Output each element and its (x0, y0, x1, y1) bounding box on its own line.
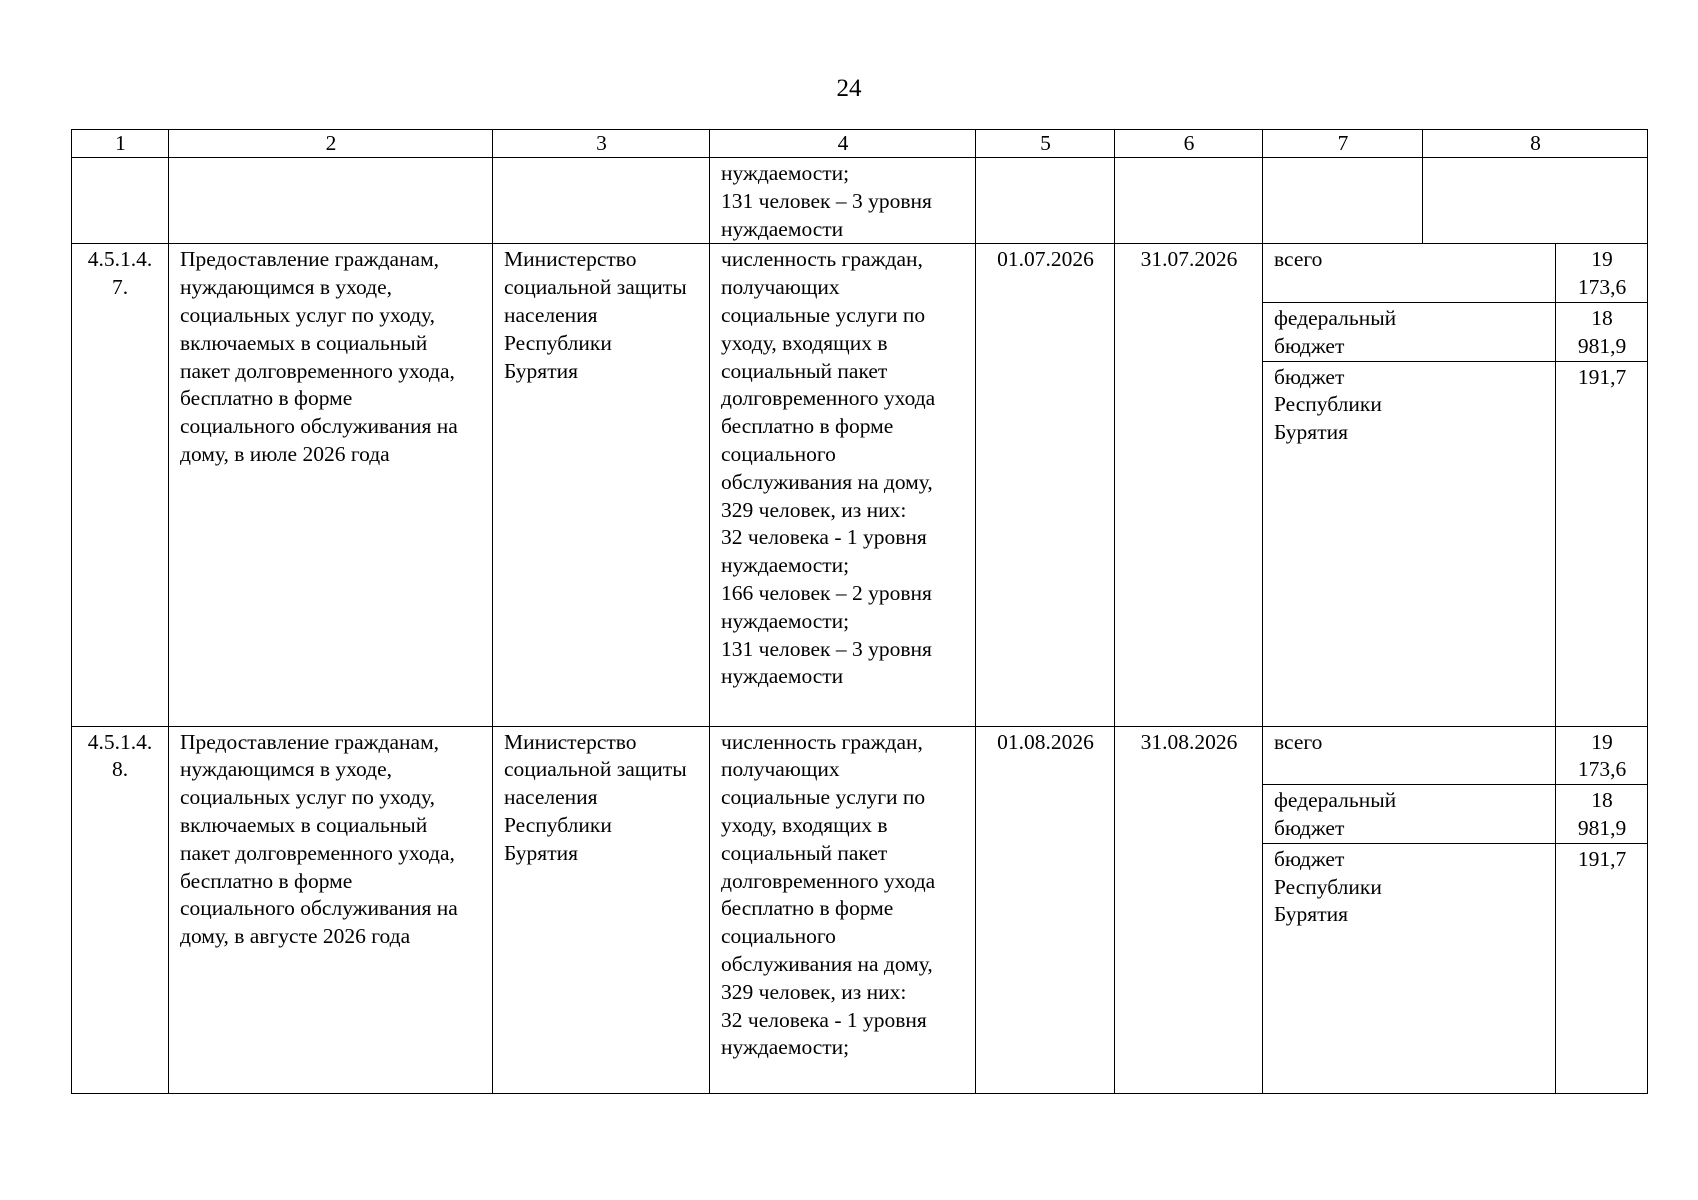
cell-executor (493, 726, 710, 1093)
indicator-line: долговременного ухода (721, 386, 936, 411)
indicator-line: долговременного ухода (721, 868, 936, 893)
name-line: нуждающимся в уходе, (180, 757, 393, 782)
continuation-row (72, 158, 1648, 244)
executor-line: Бурятия (504, 840, 578, 865)
column-number-row (72, 130, 1648, 158)
cell-funding-amount: 191,7 (1556, 361, 1648, 726)
cell-start-date: 01.08.2026 (976, 726, 1115, 1093)
executor-line: населения (504, 785, 598, 810)
funding-label-line: Республики (1274, 392, 1382, 417)
indicator-line: бесплатно в форме (721, 414, 894, 439)
name-line: Предоставление гражданам, (180, 247, 440, 272)
indicator-line: получающих (721, 757, 840, 782)
executor-line: Республики (504, 812, 612, 837)
indicator-line: численность граждан, (721, 247, 923, 272)
indicator-line: нуждаемости (721, 216, 844, 241)
indicator-line: социальный пакет (721, 358, 888, 383)
indicator-line: нуждаемости (721, 664, 844, 689)
name-line: нуждающимся в уходе, (180, 275, 393, 300)
cell-funding-amount: 18 981,9 (1556, 785, 1648, 844)
indicator-line: социальные услуги по (721, 302, 926, 327)
indicator-line: численность граждан, (721, 729, 923, 754)
row-number-line: 7. (111, 275, 129, 300)
indicator-line: 32 человека - 1 уровня (721, 1007, 927, 1032)
executor-line: социальной защиты (504, 275, 687, 300)
indicator-line: обслуживания на дому, (721, 951, 933, 976)
cell-start-date (976, 158, 1115, 244)
indicator-line: нуждаемости; (721, 553, 850, 578)
column-number: 4 (710, 130, 976, 158)
name-line: социального обслуживания на (180, 896, 458, 921)
indicator-line: социального (721, 441, 836, 466)
cell-funding-amount (1423, 158, 1648, 244)
funding-label-line: федеральный (1274, 788, 1397, 813)
indicator-line: 329 человек, из них: (721, 497, 907, 522)
indicator-line: получающих (721, 275, 840, 300)
indicator-line: уходу, входящих в (721, 812, 888, 837)
indicator-line: обслуживания на дому, (721, 469, 933, 494)
cell-name (169, 158, 493, 244)
indicator-line: социального (721, 924, 836, 949)
indicator-line: уходу, входящих в (721, 330, 888, 355)
indicator-line: нуждаемости; (721, 1035, 850, 1060)
cell-funding-amount: 191,7 (1556, 843, 1648, 1093)
plan-table (71, 129, 1648, 1094)
indicator-line: 131 человек – 3 уровня (721, 188, 932, 213)
cell-funding-amount: 18 981,9 (1556, 302, 1648, 361)
cell-number (72, 158, 169, 244)
funding-label-line: Бурятия (1274, 902, 1348, 927)
executor-line: Республики (504, 330, 612, 355)
indicator-line: 131 человек – 3 уровня (721, 636, 932, 661)
cell-executor (493, 244, 710, 726)
cell-funding-label (1263, 244, 1556, 303)
cell-funding-amount: 19 173,6 (1556, 726, 1648, 785)
funding-label-line: всего (1274, 247, 1323, 272)
row-number-line: 8. (111, 757, 129, 782)
executor-line: социальной защиты (504, 757, 687, 782)
indicator-line: 166 человек – 2 уровня (721, 580, 932, 605)
row-number-line: 4.5.1.4. (87, 729, 153, 754)
funding-label-line: бюджет (1274, 846, 1345, 871)
row-number-line: 4.5.1.4. (87, 247, 153, 272)
column-number: 1 (72, 130, 169, 158)
funding-label-line: Республики (1274, 874, 1382, 899)
name-line: дому, в июле 2026 года (180, 441, 390, 466)
name-line: Предоставление гражданам, (180, 729, 440, 754)
table-row (72, 244, 1648, 303)
cell-funding-label (1263, 158, 1423, 244)
table-row (72, 726, 1648, 785)
cell-funding-amount: 19 173,6 (1556, 244, 1648, 303)
funding-label-line: бюджет (1274, 815, 1345, 840)
executor-line: Бурятия (504, 358, 578, 383)
cell-number (72, 244, 169, 726)
cell-funding-label (1263, 726, 1556, 785)
cell-indicator (710, 158, 976, 244)
funding-label-line: бюджет (1274, 364, 1345, 389)
name-line: пакет долговременного ухода, (180, 358, 455, 383)
column-number: 8 (1423, 130, 1648, 158)
cell-funding-label (1263, 302, 1556, 361)
cell-funding-label (1263, 843, 1556, 1093)
column-number: 2 (169, 130, 493, 158)
executor-line: Министерство (504, 247, 637, 272)
funding-label-line: Бурятия (1274, 420, 1348, 445)
column-number: 6 (1115, 130, 1263, 158)
name-line: социальных услуг по уходу, (180, 302, 435, 327)
executor-line: населения (504, 302, 598, 327)
cell-indicator (710, 244, 976, 726)
indicator-line: нуждаемости; (721, 161, 850, 185)
indicator-line: 32 человека - 1 уровня (721, 525, 927, 550)
name-line: дому, в августе 2026 года (180, 924, 411, 949)
cell-number (72, 726, 169, 1093)
column-number: 3 (493, 130, 710, 158)
cell-name (169, 244, 493, 726)
indicator-line: нуждаемости; (721, 608, 850, 633)
cell-end-date (1115, 158, 1263, 244)
name-line: социального обслуживания на (180, 414, 458, 439)
name-line: бесплатно в форме (180, 386, 353, 411)
cell-executor (493, 158, 710, 244)
name-line: бесплатно в форме (180, 868, 353, 893)
name-line: включаемых в социальный (180, 330, 428, 355)
name-line: пакет долговременного ухода, (180, 840, 455, 865)
cell-start-date: 01.07.2026 (976, 244, 1115, 726)
funding-label-line: всего (1274, 729, 1323, 754)
cell-end-date: 31.08.2026 (1115, 726, 1263, 1093)
indicator-line: бесплатно в форме (721, 896, 894, 921)
cell-indicator (710, 726, 976, 1093)
indicator-line: социальные услуги по (721, 785, 926, 810)
cell-funding-label (1263, 361, 1556, 726)
cell-name (169, 726, 493, 1093)
page-number: 24 (836, 75, 862, 102)
indicator-line: социальный пакет (721, 840, 888, 865)
indicator-line: 329 человек, из них: (721, 979, 907, 1004)
column-number: 7 (1263, 130, 1423, 158)
cell-end-date: 31.07.2026 (1115, 244, 1263, 726)
executor-line: Министерство (504, 729, 637, 754)
funding-label-line: бюджет (1274, 333, 1345, 358)
name-line: социальных услуг по уходу, (180, 785, 435, 810)
name-line: включаемых в социальный (180, 812, 428, 837)
column-number: 5 (976, 130, 1115, 158)
cell-funding-label (1263, 785, 1556, 844)
funding-label-line: федеральный (1274, 305, 1397, 330)
